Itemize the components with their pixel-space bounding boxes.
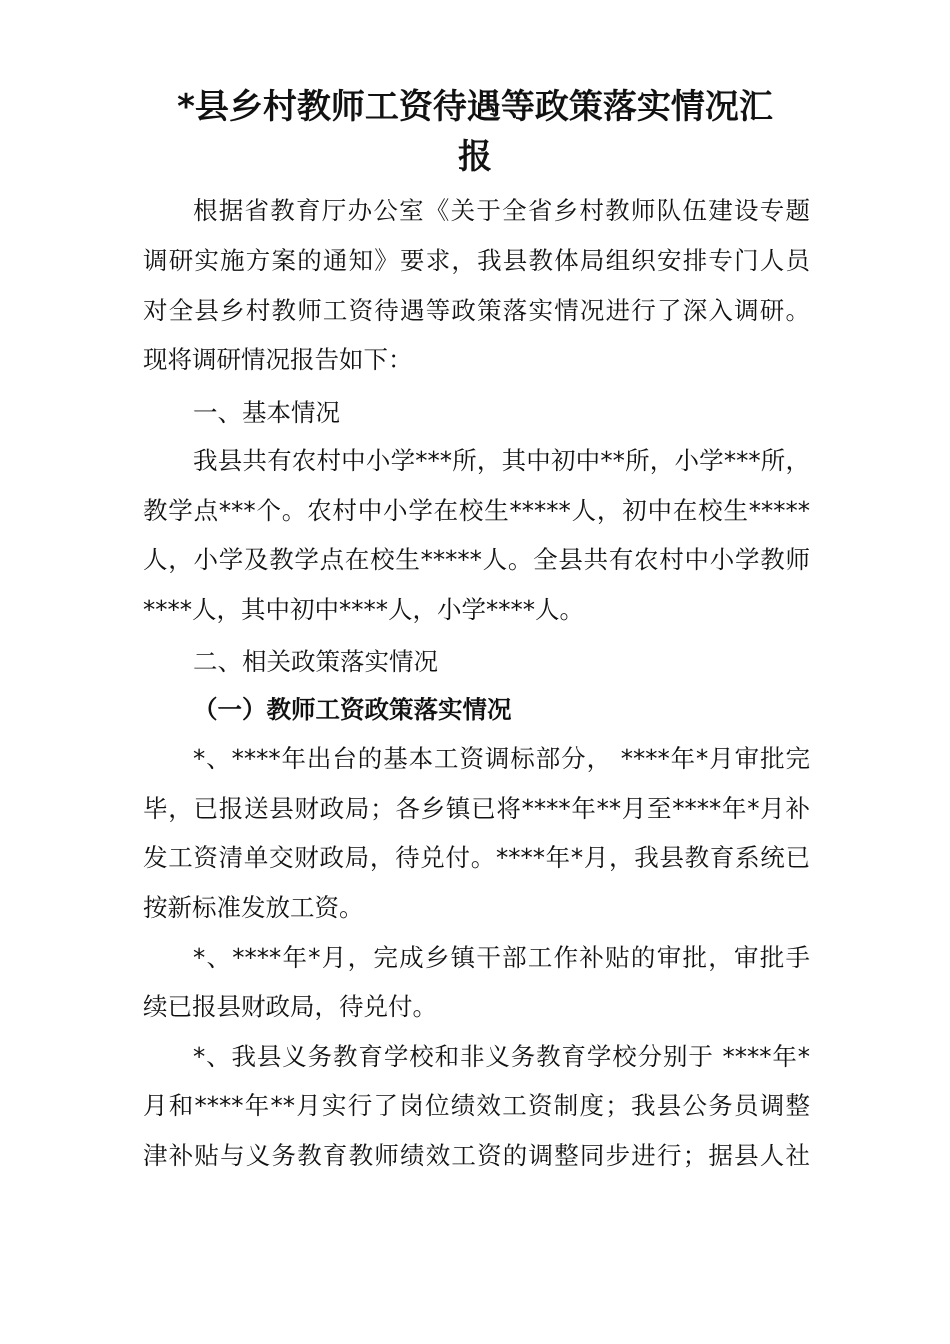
document-title-line-1: *县乡村教师工资待遇等政策落实情况汇: [177, 87, 773, 127]
paragraph-line: 津补贴与义务教育教师绩效工资的调整同步进行；据县人社: [143, 1141, 810, 1170]
section-heading: 二、相关政策落实情况: [193, 647, 438, 676]
paragraph-line: *、****年*月，完成乡镇干部工作补贴的审批，审批手: [193, 943, 810, 972]
section-heading: 一、基本情况: [193, 398, 340, 427]
subsection-heading: （一）教师工资政策落实情况: [193, 695, 512, 724]
paragraph-line: *、****年出台的基本工资调标部分， ****年*月审批完: [193, 744, 810, 773]
paragraph-line: 调研实施方案的通知》要求，我县教体局组织安排专门人员: [143, 246, 810, 275]
paragraph-line: 发工资清单交财政局，待兑付。****年*月，我县教育系统已: [143, 843, 810, 872]
paragraph-line: 现将调研情况报告如下：: [143, 345, 413, 374]
paragraph-line: 续已报县财政局，待兑付。: [143, 992, 437, 1021]
paragraph-line: ****人，其中初中****人，小学****人。: [143, 595, 584, 624]
paragraph-line: 人，小学及教学点在校生*****人。全县共有农村中小学教师: [143, 545, 810, 574]
paragraph-line: 教学点***个。农村中小学在校生*****人，初中在校生*****: [143, 496, 810, 525]
document-title-line-2: 报: [458, 137, 492, 177]
paragraph-line: 按新标准发放工资。: [143, 893, 364, 922]
paragraph-line: *、我县义务教育学校和非义务教育学校分别于 ****年*: [193, 1042, 810, 1071]
paragraph-line: 月和****年**月实行了岗位绩效工资制度；我县公务员调整: [143, 1091, 810, 1120]
paragraph-line: 根据省教育厅办公室《关于全省乡村教师队伍建设专题: [193, 196, 810, 225]
paragraph-line: 我县共有农村中小学***所，其中初中**所，小学***所，: [193, 446, 810, 475]
paragraph-line: 对全县乡村教师工资待遇等政策落实情况进行了深入调研。: [143, 296, 810, 325]
paragraph-line: 毕，已报送县财政局；各乡镇已将****年**月至****年*月补: [143, 794, 810, 823]
